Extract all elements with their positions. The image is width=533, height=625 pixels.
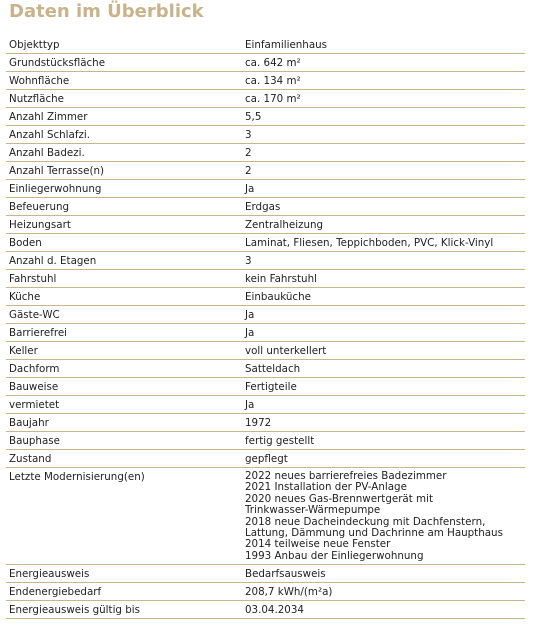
row-value: Zentralheizung [245, 219, 324, 231]
row-value: 208,7 kWh/(m²a) [245, 586, 333, 599]
modernization-line: 2018 neue Dacheindeckung mit Dachfenstern, [245, 515, 486, 528]
row-value: ca. 642 m² [245, 57, 301, 69]
table-row [6, 601, 525, 619]
row-value: voll unterkellert [245, 345, 327, 357]
row-label: Anzahl Terrasse(n) [9, 165, 105, 177]
table-row [6, 414, 525, 432]
row-value: 3 [245, 129, 252, 141]
table-row [6, 216, 525, 234]
table-row [6, 360, 525, 378]
row-label: Wohnfläche [9, 75, 70, 87]
modernization-line: Lattung, Dämmung und Dachrinne am Haupthaus [245, 527, 503, 540]
table-row [6, 252, 525, 270]
row-value: Ja [245, 309, 255, 321]
row-label: Anzahl Badezi. [9, 147, 85, 159]
row-value: 2 [245, 165, 252, 177]
table-row [6, 270, 525, 288]
row-label: Energieausweis [9, 568, 90, 581]
row-value: kein Fahrstuhl [245, 273, 317, 285]
row-label: Dachform [9, 363, 60, 375]
row-label: Einliegerwohnung [9, 183, 102, 195]
row-value: ca. 170 m² [245, 93, 301, 105]
row-label: Anzahl d. Etagen [9, 255, 97, 267]
row-value: Laminat, Fliesen, Teppichboden, PVC, Klick-Vinyl [245, 237, 494, 249]
modernization-line: 2020 neues Gas-Brennwertgerät mit [245, 492, 433, 505]
row-value: 03.04.2034 [245, 604, 304, 617]
table-row [6, 144, 525, 162]
table-row [6, 108, 525, 126]
row-value: 2 [245, 147, 252, 159]
table-row [6, 54, 525, 72]
table-row [6, 198, 525, 216]
table-row [6, 288, 525, 306]
row-value: 1972 [245, 417, 272, 429]
row-value: Bedarfsausweis [245, 568, 326, 581]
row-value: Einbauküche [245, 291, 311, 303]
row-label: Befeuerung [9, 201, 70, 213]
row-value: Fertigteile [245, 381, 297, 393]
row-label: Fahrstuhl [9, 273, 57, 285]
table-row [6, 378, 525, 396]
row-label: Bauweise [9, 381, 59, 393]
table-row [6, 324, 525, 342]
table-row [6, 234, 525, 252]
table-row [6, 583, 525, 601]
row-label: Keller [9, 345, 38, 357]
row-label: Barrierefrei [9, 327, 68, 339]
table-row [6, 126, 525, 144]
table-row [6, 342, 525, 360]
row-value: Ja [245, 327, 255, 339]
row-label: Gäste-WC [9, 309, 60, 321]
table-row [6, 162, 525, 180]
row-value: ca. 134 m² [245, 75, 301, 87]
row-label: Baujahr [9, 417, 49, 429]
row-value: Erdgas [245, 201, 281, 213]
row-label: Nutzfläche [9, 93, 64, 105]
modernization-line: 2014 teilweise neue Fenster [245, 538, 391, 551]
row-label: vermietet [9, 399, 60, 411]
table-row [6, 450, 525, 468]
row-label: Anzahl Schlafzi. [9, 129, 91, 141]
table-row [6, 468, 525, 565]
table-row [6, 396, 525, 414]
row-label: Endenergiebedarf [9, 586, 102, 599]
row-value: Einfamilienhaus [245, 39, 328, 51]
row-value: gepflegt [245, 453, 288, 465]
modernization-line: 1993 Anbau der Einliegerwohnung [245, 549, 424, 562]
row-value: fertig gestellt [245, 435, 315, 447]
table-row [6, 36, 525, 54]
row-label: Anzahl Zimmer [9, 111, 88, 123]
modernization-line: Trinkwasser-Wärmepumpe [245, 504, 381, 517]
row-label: Letzte Modernisierung(en) [9, 471, 145, 483]
row-label: Bauphase [9, 435, 60, 447]
row-label: Küche [9, 291, 41, 303]
page-title: Daten im Überblick [9, 1, 204, 22]
modernization-line: 2021 Installation der PV-Anlage [245, 481, 407, 494]
modernization-line: 2022 neues barrierefreies Badezimmer [245, 470, 447, 482]
row-value: Ja [245, 399, 255, 411]
row-label: Zustand [9, 453, 52, 465]
row-value: 5,5 [245, 111, 262, 123]
data-table [6, 36, 525, 619]
table-row [6, 180, 525, 198]
table-row [6, 565, 525, 583]
row-value: Satteldach [245, 363, 301, 375]
row-value: 3 [245, 255, 252, 267]
table-row [6, 306, 525, 324]
table-row [6, 72, 525, 90]
row-label: Grundstücksfläche [9, 57, 106, 69]
table-row [6, 90, 525, 108]
table-row [6, 432, 525, 450]
row-label: Objekttyp [9, 39, 60, 51]
row-value-multiline [242, 471, 525, 562]
row-label: Energieausweis gültig bis [9, 604, 140, 617]
row-label: Boden [9, 237, 42, 249]
row-label: Heizungsart [9, 219, 71, 231]
row-value: Ja [245, 183, 255, 195]
